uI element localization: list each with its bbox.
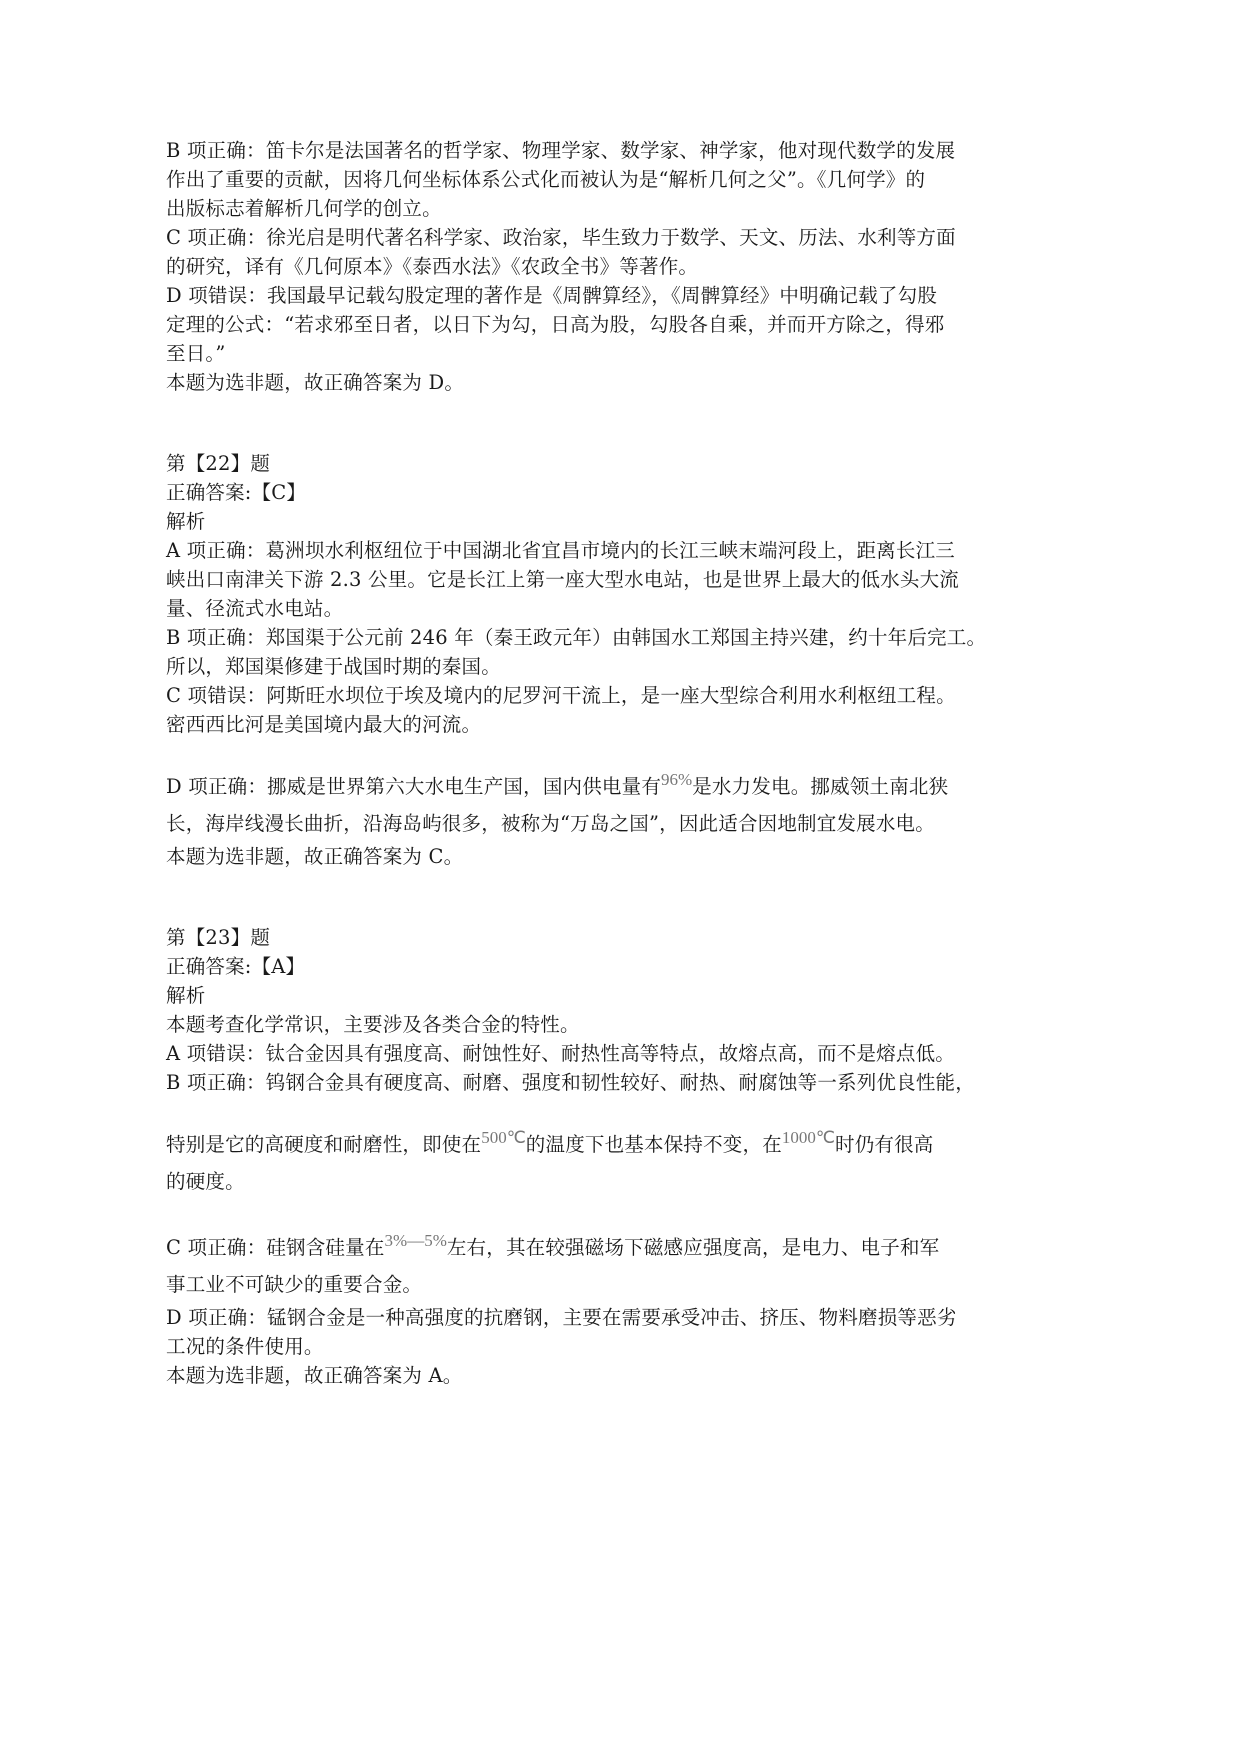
option-a-text: A 项错误：钛合金因具有强度高、耐蚀性好、耐热性高等特点，故熔点高，而不是熔点低。: [166, 1042, 955, 1065]
option-d-text: 工况的条件使用。: [166, 1335, 324, 1358]
text-segment: 左右，其在较强磁场下磁感应强度高，是电力、电子和军: [446, 1236, 940, 1259]
option-b-text: B 项正确：钨钢合金具有硬度高、耐磨、强度和韧性较好、耐热、耐腐蚀等一系列优良性能，: [166, 1071, 975, 1094]
option-c-text: 的研究，译有《几何原本》《泰西水法》《农政全书》等著作。: [166, 255, 699, 278]
text-segment: C 项正确：硅钢含硅量在: [166, 1236, 385, 1259]
section-spacer: [166, 397, 941, 449]
text-segment: 是水力发电。挪威领土南北狭: [692, 775, 949, 798]
option-a-text: 峡出口南津关下游 2.3 公里。它是长江上第一座大型水电站，也是世界上最大的低水头大流: [166, 568, 960, 591]
document-page: [166, 136, 987, 1390]
analysis-label: 解析: [166, 984, 206, 1007]
option-d-text: [166, 754, 949, 798]
conclusion-text: 本题为选非题，故正确答案为 A。: [166, 1364, 463, 1387]
option-c-text: 密西西比河是美国境内最大的河流。: [166, 713, 482, 736]
text-segment: 时仍有很高: [835, 1133, 934, 1156]
option-d-text: D 项正确：锰钢合金是一种高强度的抗磨钢，主要在需要承受冲击、挤压、物料磨损等恶劣: [166, 1306, 957, 1329]
option-c-text: [166, 1215, 941, 1259]
option-b-text: 所以，郑国渠修建于战国时期的秦国。: [166, 655, 501, 678]
option-b-text: [166, 1112, 941, 1156]
conclusion-text: 本题为选非题，故正确答案为 C。: [166, 845, 464, 868]
conclusion-text: 本题为选非题，故正确答案为 D。: [166, 371, 465, 394]
inline-formula-image: 500℃: [481, 1128, 526, 1147]
question-22: [166, 449, 987, 871]
option-d-text: 定理的公式：“若求邪至日者，以日下为勾，日高为股，勾股各自乘，并而开方除之，得邪: [166, 313, 945, 336]
option-d-text: D 项错误：我国最早记载勾股定理的著作是《周髀算经》，《周髀算经》中明确记载了勾股: [166, 284, 938, 307]
option-d-text: 至日。”: [166, 342, 226, 365]
question-title: 第【22】题: [166, 452, 271, 475]
inline-formula-image: 1000℃: [781, 1128, 835, 1147]
text-segment: 特别是它的高硬度和耐磨性，即使在: [166, 1133, 482, 1156]
analysis-label: 解析: [166, 510, 206, 533]
inline-formula-image: 96%: [661, 770, 693, 789]
question-title: 第【23】题: [166, 926, 271, 949]
question-21-analysis-tail: [166, 136, 956, 397]
option-b-text: 的硬度。: [166, 1170, 245, 1193]
intro-text: 本题考查化学常识，主要涉及各类合金的特性。: [166, 1013, 580, 1036]
option-b-text: B 项正确：笛卡尔是法国著名的哲学家、物理学家、数学家、神学家，他对现代数学的发展: [166, 139, 956, 162]
option-a-text: 量、径流式水电站。: [166, 597, 344, 620]
inline-formula-image: 3%—5%: [384, 1231, 447, 1250]
option-b-text: 作出了重要的贡献，因将几何坐标体系公式化而被认为是“解析几何之父”。《几何学》的: [166, 168, 926, 191]
option-a-text: A 项正确：葛洲坝水利枢纽位于中国湖北省宜昌市境内的长江三峡末端河段上，距离长江三: [166, 539, 955, 562]
option-d-text: 长，海岸线漫长曲折，沿海岛屿很多，被称为“万岛之国”，因此适合因地制宜发展水电。: [166, 812, 935, 835]
text-segment: 的温度下也基本保持不变，在: [525, 1133, 782, 1156]
option-c-text: 事工业不可缺少的重要合金。: [166, 1273, 423, 1296]
section-spacer: [166, 871, 941, 923]
correct-answer: 正确答案:【A】: [166, 955, 306, 978]
text-segment: D 项正确：挪威是世界第六大水电生产国，国内供电量有: [166, 775, 662, 798]
option-c-text: C 项正确：徐光启是明代著名科学家、政治家，毕生致力于数学、天文、历法、水利等方面: [166, 226, 956, 249]
option-b-text: 出版标志着解析几何学的创立。: [166, 197, 442, 220]
option-b-text: B 项正确：郑国渠于公元前 246 年（秦王政元年）由韩国水工郑国主持兴建，约十年后完工。: [166, 626, 987, 649]
correct-answer: 正确答案:【C】: [166, 481, 307, 504]
option-c-text: C 项错误：阿斯旺水坝位于埃及境内的尼罗河干流上，是一座大型综合利用水利枢纽工程。: [166, 684, 956, 707]
question-23: [166, 923, 975, 1390]
